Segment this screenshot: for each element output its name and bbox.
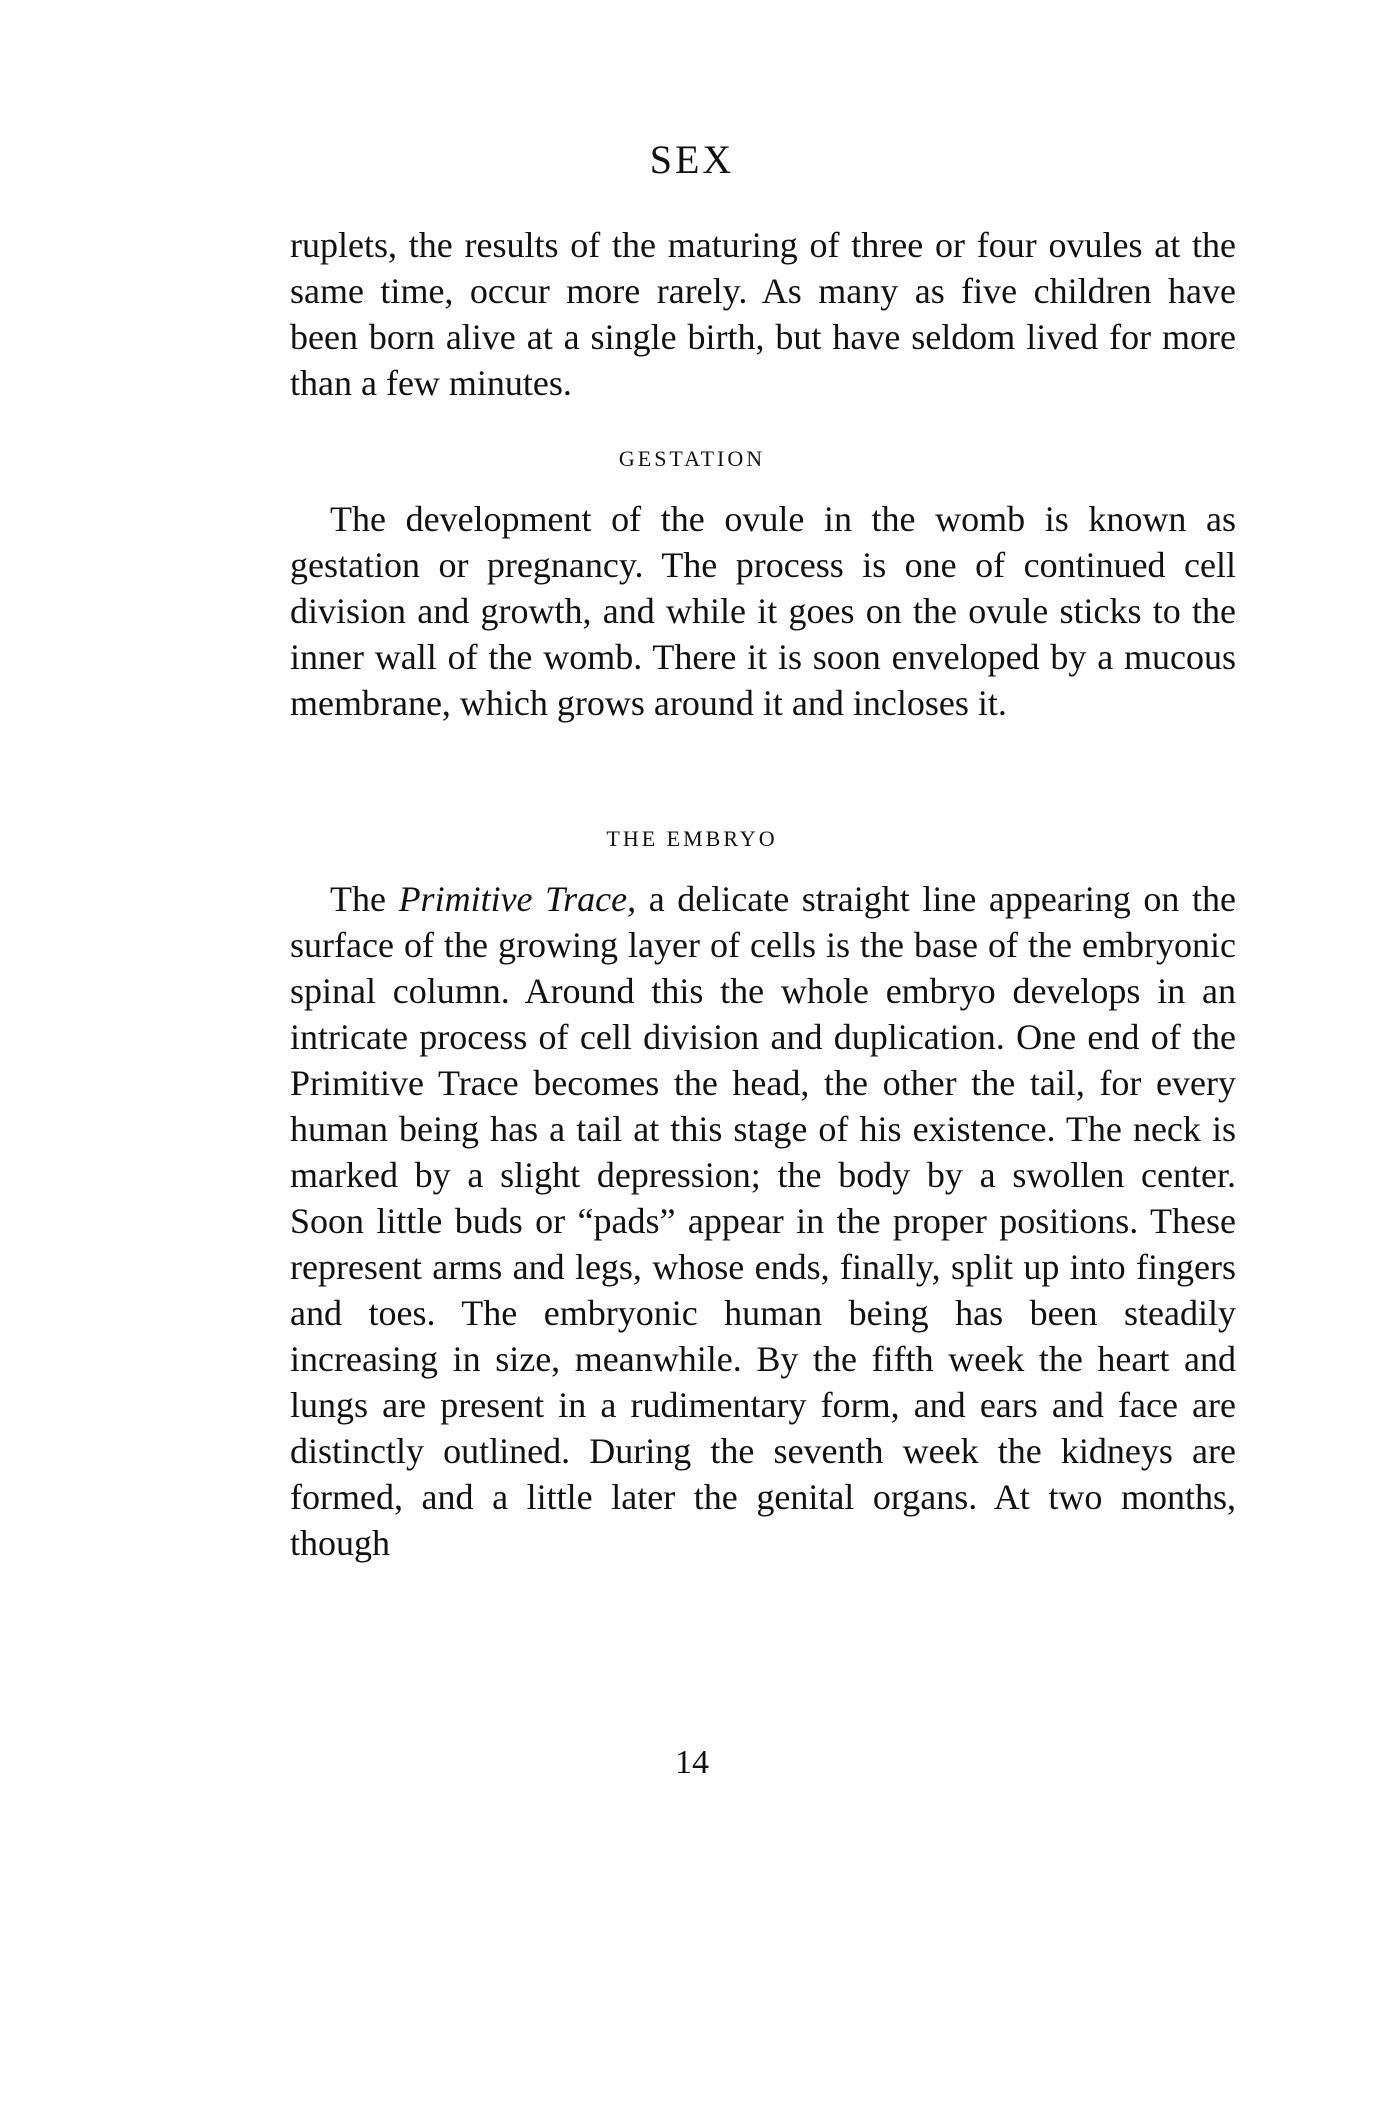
paragraph-continued: ruplets, the results of the maturing of three or four ovules at the same time, occur more rarely. As many as five children have been born alive at a single birth, but have seldom lived for more than a few minutes. xyxy=(290,225,1236,403)
paragraph-embryo xyxy=(290,876,1236,1566)
running-head: SEX xyxy=(649,137,735,182)
paragraph-gestation: The development of the ovule in the womb is known as gestation or pregnancy. The process is one of continued cell division and growth, and while it goes on the ovule sticks to the inner wall of the womb. There it is soon enveloped by a mucous membrane, which grows around it and incloses it. xyxy=(290,499,1236,723)
embryo-rest-text: a delicate straight line appearing on the surface of the growing layer of cells is the base of the embryonic spinal column. Around this the whole embryo develops in an intricate process of cell division and duplication. One end of the Primitive Trace becomes the head, the other the tail, for every human being has a tail at this stage of his existence. The neck is marked by a slight depression; the body by a swollen center. Soon little buds or “pads” appear in the proper positions. These represent arms and legs, whose ends, finally, split up into fingers and toes. The embryonic human being has been steadily increasing in size, meanwhile. By the fifth week the heart and lungs are present in a rudimentary form, and ears and face are distinctly outlined. During the seventh week the kidneys are formed, and a little later the genital organs. At two months, though xyxy=(290,879,1237,1563)
embryo-lead-text: The xyxy=(330,879,399,919)
embryo-term-italic: Primitive Trace, xyxy=(398,879,637,919)
section-heading-gestation: GESTATION xyxy=(618,446,766,471)
page-number: 14 xyxy=(675,1744,709,1781)
section-heading-embryo: THE EMBRYO xyxy=(606,826,778,851)
